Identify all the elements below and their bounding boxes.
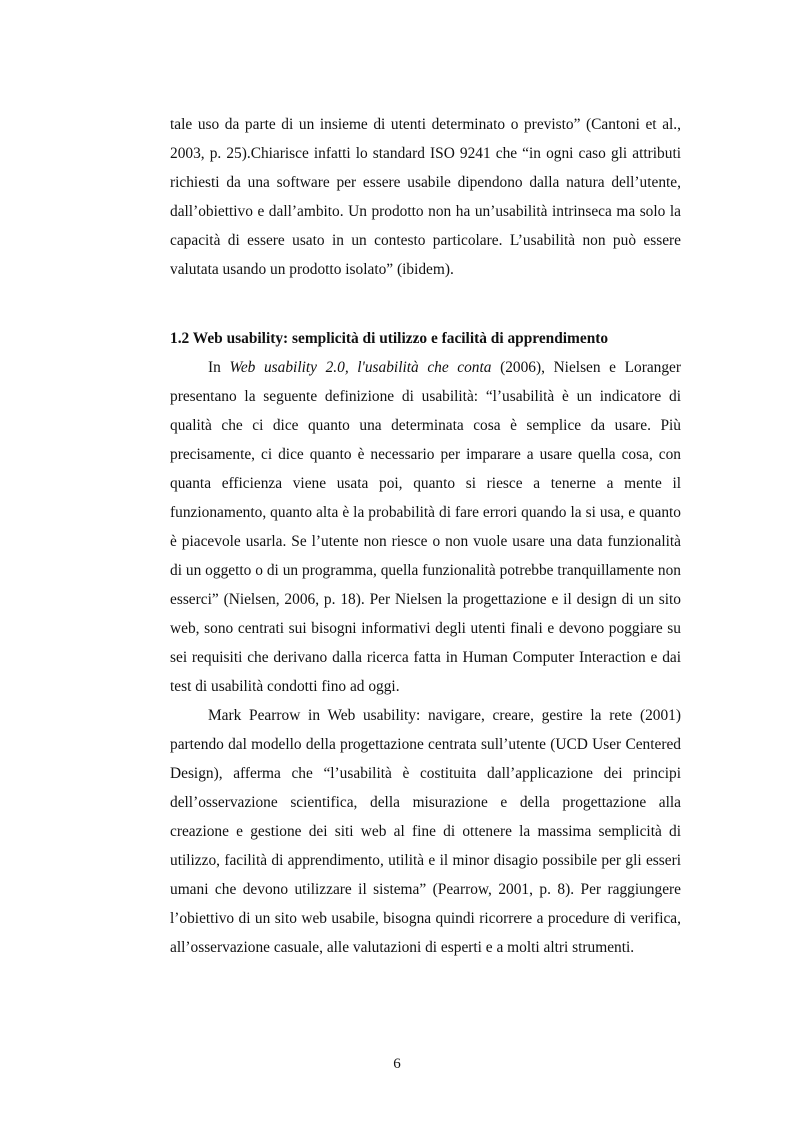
section-heading: 1.2 Web usability: semplicità di utilizzo e facilità di apprendimento (170, 330, 609, 347)
paragraph-pearrow: Mark Pearrow in Web usability: navigare, creare, gestire la rete (2001) partendo dal modello della progettazione centrata sull’utente (UCD User Centered Design), afferma che “l’usabilità è costituita dall’applicazione dei principi dell’osservazione scientifica, della misurazione e della progettazione alla creazione e gestione dei siti web al fine di ottenere la massima semplicità di utilizzo, facilità di apprendimento, utilità e il minor disagio possibile per gli esseri umani che devono utilizzare il sistema” (Pearrow, 2001, p. 8). Per raggiungere l’obiettivo di un sito web usabile, bisogna quindi ricorrere a procedure di verifica, all’osservazione casuale, alle valutazioni di esperti e a molti altri strumenti. (170, 707, 681, 956)
page-number: 6 (393, 1056, 401, 1072)
paragraph-intro: tale uso da parte di un insieme di utenti determinato o previsto” (Cantoni et al., 2003, p. 25).Chiarisce infatti lo standard ISO 9241 che “in ogni caso gli attributi richiesti da una software per essere usabile dipendono dalla natura dell’utente, dall’obiettivo e dall’ambito. Un prodotto non ha un’usabilità intrinseca ma solo la capacità di essere usato in un contesto particolare. L’usabilità non può essere valutata usando un prodotto isolato” (ibidem). (170, 116, 681, 278)
paragraph-nielsen-lead: In (208, 359, 230, 376)
book-title: Web usability 2.0, l'usabilità che conta (229, 359, 492, 376)
page-body (170, 110, 681, 962)
paragraph-nielsen (170, 353, 681, 701)
paragraph-nielsen-body: (2006), Nielsen e Loranger presentano la seguente definizione di usabilità: “l’usabilità è un indicatore di qualità che ci dice quanto una determinata cosa è semplice da usare. Più precisamente, ci dice quanto è necessario per imparare a usare quella cosa, con quanta efficienza viene usata poi, quanto si riesce a tenerne a mente il funzionamento, quanto alta è la probabilità di fare errori quando la si usa, e quanto è piacevole usarla. Se l’utente non riesce o non vuole usare una data funzionalità di un oggetto o di un programma, quella funzionalità potrebbe tranquillamente non esserci” (Nielsen, 2006, p. 18). Per Nielsen la progettazione e il design di un sito web, sono centrati sui bisogni informativi degli utenti finali e devono poggiare su sei requisiti che derivano dalla ricerca fatta in Human Computer Interaction e dai test di usabilità condotti fino ad oggi. (170, 359, 682, 695)
